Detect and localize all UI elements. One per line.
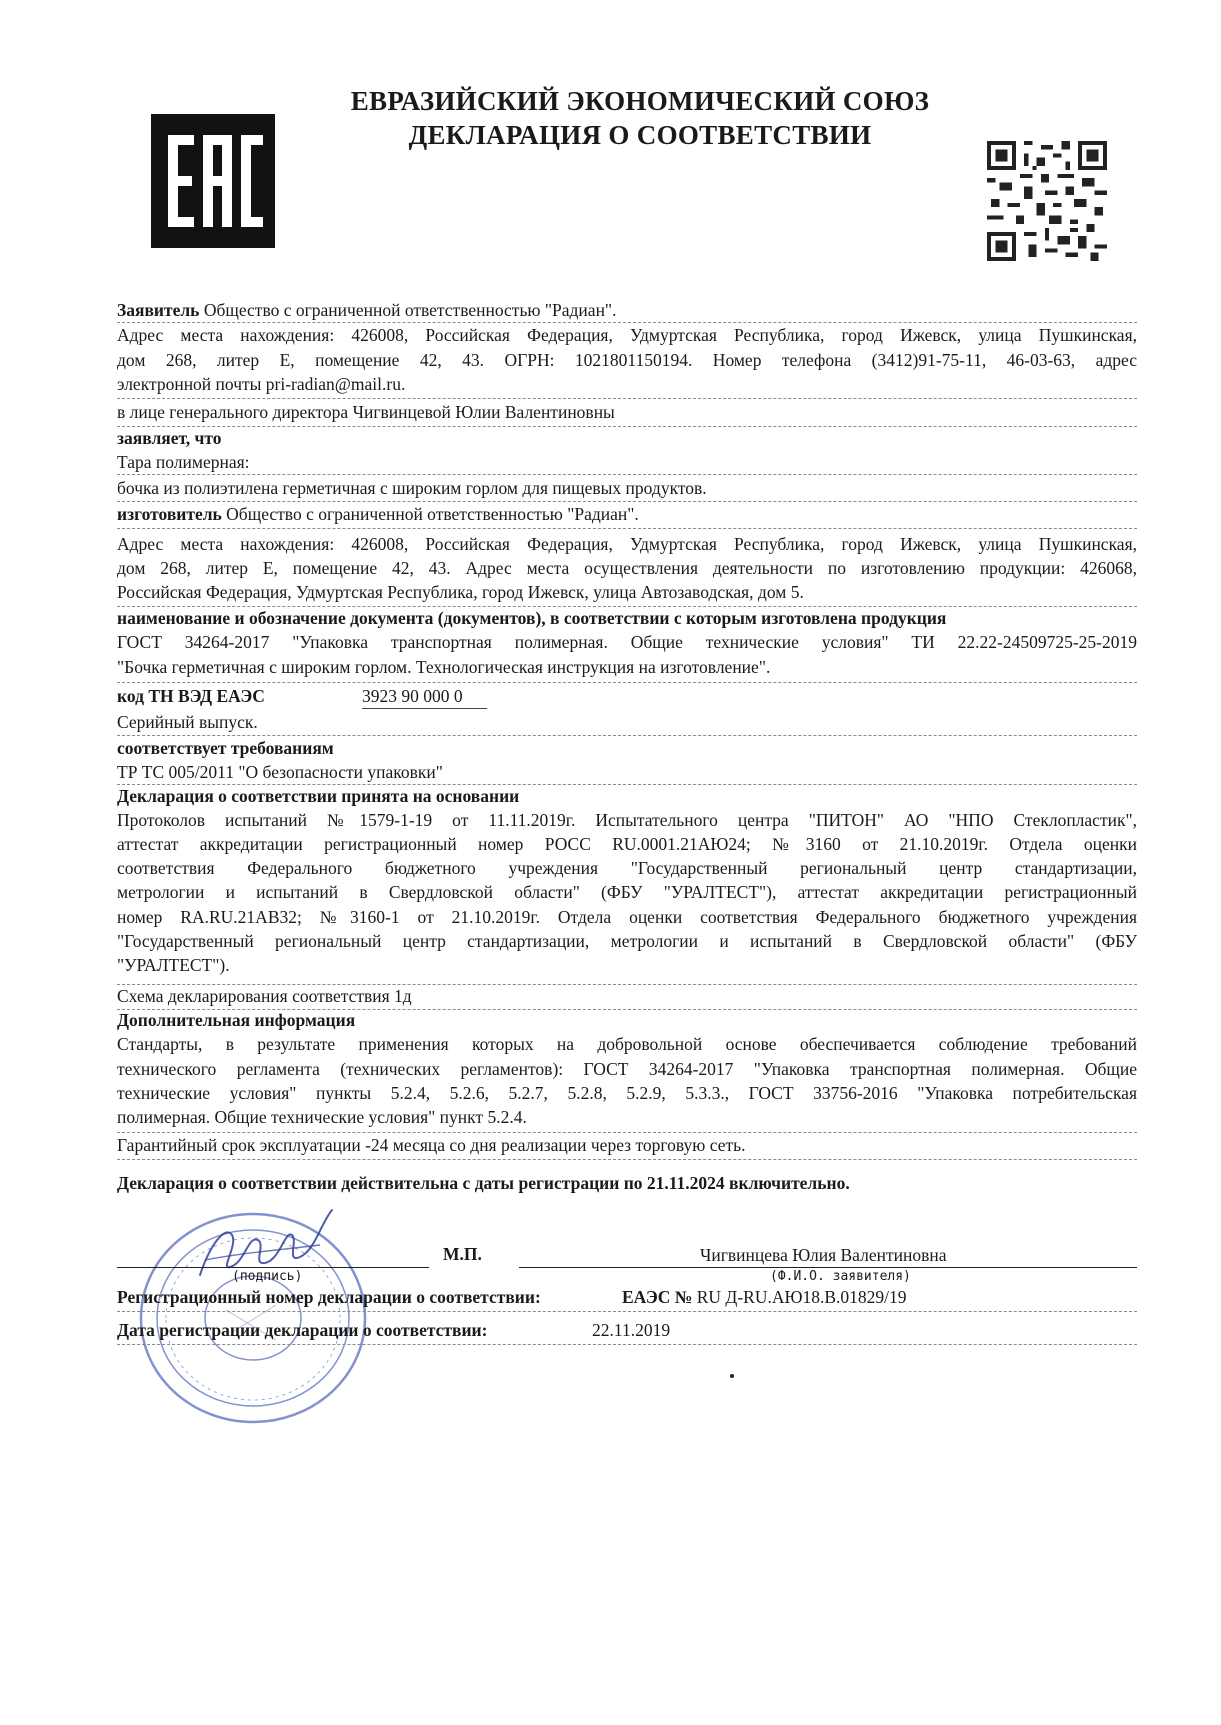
applicant-address-2: дом 268, литер Е, помещение 42, 43. ОГРН: 1021801150194. Номер телефона (3412)91-75-11, 46-03-63, адрес xyxy=(117,350,1137,370)
manufacturer-address-3: Российская Федерация, Удмуртская Республика, город Ижевск, улица Автозаводская, дом 5. xyxy=(117,582,804,602)
signature-caption: (подпись) xyxy=(232,1269,303,1284)
additional-line-3: технические условия" пункты 5.2.4, 5.2.6, 5.2.7, 5.2.8, 5.2.9, 5.3.3., ГОСТ 33756-2016 "Упаковка потребительская xyxy=(117,1083,1137,1103)
applicant-address-3: электронной почты pri-radian@mail.ru. xyxy=(117,374,406,394)
product-line-1: Тара полимерная: xyxy=(117,452,250,472)
serial-release: Серийный выпуск. xyxy=(117,712,258,732)
stamp-place-label: М.П. xyxy=(443,1244,482,1264)
divider xyxy=(117,398,1137,399)
basis-line-7: "УРАЛТЕСТ"). xyxy=(117,955,230,975)
manufacturer-address-1: Адрес места нахождения: 426008, Российская Федерация, Удмуртская Республика, город Ижевск, улица Пушкинская, xyxy=(117,534,1137,554)
tnved-line xyxy=(117,684,1137,709)
fio-caption: (Ф.И.О. заявителя) xyxy=(770,1269,911,1284)
applicant-person: в лице генерального директора Чигвинцевой Юлии Валентиновны xyxy=(117,402,615,422)
documents-line-1: ГОСТ 34264-2017 "Упаковка транспортная полимерная. Общие технические условия" ТИ 22.22-24509725-25-2019 xyxy=(117,632,1137,652)
product-line-2: бочка из полиэтилена герметичная с широким горлом для пищевых продуктов. xyxy=(117,478,707,498)
header-union: ЕВРАЗИЙСКИЙ ЭКОНОМИЧЕСКИЙ СОЮЗ xyxy=(350,86,930,116)
requirements-label: соответствует требованиям xyxy=(117,738,334,758)
documents-line-2: "Бочка герметичная с широким горлом. Технологическая инструкция на изготовление". xyxy=(117,657,771,677)
basis-line-5: номер RA.RU.21АВ32; №3160-1 от 21.10.2019г. Отдела оценки соответствия Федерального бюджетного учреждения xyxy=(117,907,1137,927)
manufacturer-line xyxy=(117,502,1137,526)
documents-label: наименование и обозначение документа (документов), в соответствии с которым изготовлена продукция xyxy=(117,608,947,628)
applicant-name: Общество с ограниченной ответственностью "Радиан". xyxy=(199,300,617,320)
additional-line-4: полимерная. Общие технические условия" пункт 5.2.4. xyxy=(117,1107,527,1127)
registration-number-prefix: ЕАЭС № xyxy=(622,1287,693,1307)
divider xyxy=(117,682,1137,683)
registration-date: 22.11.2019 xyxy=(592,1320,671,1340)
eac-logo-icon xyxy=(150,113,276,249)
divider xyxy=(117,1344,1137,1345)
declaration-scheme: Схема декларирования соответствия 1д xyxy=(117,986,412,1006)
basis-line-1: Протоколов испытаний №1579-1-19 от 11.11.2019г. Испытательного центра "ПИТОН" АО "НПО Стеклопластик", xyxy=(117,810,1137,830)
tnved-code: 3923 90 000 0 xyxy=(362,684,487,709)
declares-label: заявляет, что xyxy=(117,428,222,448)
registration-date-label: Дата регистрации декларации о соответствии: xyxy=(117,1320,488,1340)
manufacturer-label: изготовитель xyxy=(117,504,222,524)
basis-line-6: "Государственный региональный центр стандартизации, метрологии и испытаний в Свердловской области" (ФБУ xyxy=(117,931,1137,951)
tnved-label: код ТН ВЭД ЕАЭС xyxy=(117,686,265,706)
fio-line xyxy=(519,1267,1137,1268)
warranty-text: Гарантийный срок эксплуатации -24 месяца со дня реализации через торговую сеть. xyxy=(117,1135,746,1155)
manufacturer-address-2: дом 268, литер Е, помещение 42, 43. Адрес места осуществления деятельности по изготовлению продукции: 426068, xyxy=(117,558,1137,578)
divider xyxy=(117,1159,1137,1160)
applicant-fio: Чигвинцева Юлия Валентиновна xyxy=(700,1245,947,1265)
registration-number: RU Д-RU.АЮ18.В.01829/19 xyxy=(692,1287,907,1307)
signature-line xyxy=(117,1267,429,1268)
applicant-label: Заявитель xyxy=(117,300,200,320)
applicant-address-1: Адрес места нахождения: 426008, Российская Федерация, Удмуртская Республика, город Ижевск, улица Пушкинская, xyxy=(117,325,1137,345)
document-header xyxy=(300,84,980,152)
divider xyxy=(117,474,1137,475)
manufacturer-name: Общество с ограниченной ответственностью "Радиан". xyxy=(221,504,639,524)
validity-text: Декларация о соответствии действительна с даты регистрации по 21.11.2024 включительно. xyxy=(117,1173,850,1193)
registration-number-line xyxy=(117,1285,1137,1309)
basis-line-4: метрологии и испытаний в Свердловской области" (ФБУ "УРАЛТЕСТ"), аттестат аккредитации регистрационный xyxy=(117,882,1137,902)
header-title: ДЕКЛАРАЦИЯ О СООТВЕТСТВИИ xyxy=(408,120,872,150)
qr-code-icon xyxy=(987,136,1107,266)
divider xyxy=(117,528,1137,529)
registration-number-label: Регистрационный номер декларации о соответствии: xyxy=(117,1287,541,1307)
basis-line-3: соответствия Федерального бюджетного учреждения "Государственный региональный центр стандартизации, xyxy=(117,858,1137,878)
applicant-line xyxy=(117,298,1137,322)
requirements-value: ТР ТС 005/2011 "О безопасности упаковки" xyxy=(117,762,443,782)
basis-label: Декларация о соответствии принята на основании xyxy=(117,786,520,806)
basis-line-2: аттестат аккредитации регистрационный номер РОСС RU.0001.21АЮ24; №3160 от 21.10.2019г. Отдела оценки xyxy=(117,834,1137,854)
additional-line-2: технического регламента (технических регламентов): ГОСТ 34264-2017 "Упаковка транспортная полимерная. Общие xyxy=(117,1059,1137,1079)
additional-label: Дополнительная информация xyxy=(117,1010,356,1030)
additional-line-1: Стандарты, в результате применения которых на добровольной основе обеспечивается соблюдение требований xyxy=(117,1034,1137,1054)
scan-speck xyxy=(730,1374,734,1378)
divider xyxy=(117,1311,1137,1312)
registration-date-line xyxy=(117,1318,1137,1342)
